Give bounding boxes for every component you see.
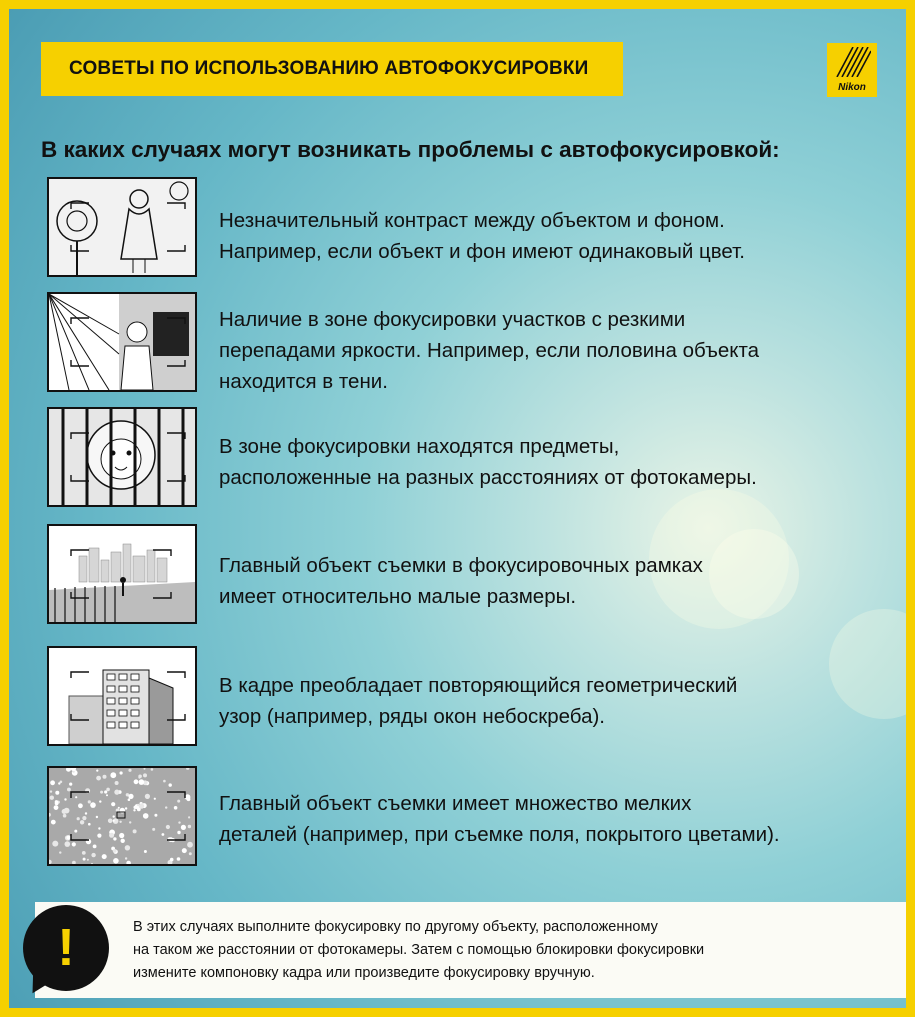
flower-dot bbox=[170, 858, 174, 862]
tip-line: В зоне фокусировки находятся предметы, bbox=[219, 435, 620, 458]
decor-glow bbox=[709, 529, 799, 619]
flower-dot bbox=[99, 800, 101, 802]
flower-dot bbox=[177, 831, 180, 834]
flower-dot bbox=[88, 800, 91, 803]
flower-dot bbox=[85, 812, 87, 814]
flower-dot bbox=[113, 837, 116, 840]
flower-dot bbox=[55, 791, 59, 795]
small-subject-icon bbox=[47, 524, 197, 624]
flower-dot bbox=[129, 821, 131, 823]
flower-dot bbox=[151, 768, 154, 771]
logo-rays-icon bbox=[833, 47, 871, 77]
flower-dot bbox=[120, 771, 123, 774]
flower-dot bbox=[91, 853, 95, 857]
flower-dot bbox=[75, 796, 77, 798]
skyscraper-pattern-icon bbox=[47, 646, 197, 746]
flower-dot bbox=[52, 841, 58, 847]
tip-line: Главный объект съемки в фокусировочных рамках bbox=[219, 554, 703, 577]
warning-line: на таком же расстоянии от фотокамеры. Затем с помощью блокировки фокусировки bbox=[133, 942, 705, 958]
flower-dot bbox=[119, 833, 124, 838]
flower-dot bbox=[82, 816, 86, 820]
flower-dot bbox=[83, 858, 86, 861]
flower-dot bbox=[65, 841, 71, 847]
tip-line: Незначительный контраст между объектом и фоном. bbox=[219, 209, 725, 232]
flower-dot bbox=[96, 816, 98, 818]
flower-dot bbox=[121, 839, 125, 843]
flower-dot bbox=[166, 825, 170, 829]
flower-dot bbox=[78, 803, 83, 808]
flower-dot bbox=[106, 794, 108, 796]
flower-dot bbox=[100, 791, 103, 794]
flower-dot bbox=[66, 835, 70, 839]
flower-dot bbox=[108, 819, 113, 824]
flower-dot bbox=[128, 798, 131, 801]
flower-dot bbox=[162, 833, 165, 836]
flower-dot bbox=[139, 779, 145, 785]
logo-brand: Nikon bbox=[838, 82, 866, 93]
flower-dot bbox=[59, 851, 61, 853]
flower-dot bbox=[90, 802, 96, 808]
flower-dot bbox=[88, 823, 91, 826]
flower-dot bbox=[111, 802, 115, 806]
tip-line: расположенные на разных расстояниях от фотокамеры. bbox=[219, 466, 757, 489]
flower-dot bbox=[165, 806, 167, 808]
flower-dot bbox=[77, 817, 80, 820]
flower-dot bbox=[154, 814, 157, 817]
tip-line: перепадами яркости. Например, если половина объекта bbox=[219, 339, 760, 362]
flower-dot bbox=[93, 845, 97, 849]
flower-dot bbox=[143, 813, 149, 819]
flower-dot bbox=[125, 845, 130, 850]
flower-dot bbox=[177, 800, 180, 803]
tip-line: Наличие в зоне фокусировки участков с резкими bbox=[219, 308, 686, 331]
warning-line: В этих случаях выполните фокусировку по другому объекту, расположенному bbox=[133, 919, 658, 935]
flower-dot bbox=[115, 781, 119, 785]
decor-glow bbox=[829, 609, 915, 719]
flower-dot bbox=[144, 850, 147, 853]
flower-dot bbox=[113, 815, 115, 817]
flower-dot bbox=[125, 807, 127, 809]
flower-dot bbox=[103, 775, 107, 779]
tip-line: узор (например, ряды окон небоскреба). bbox=[219, 705, 606, 728]
tip-text bbox=[219, 304, 759, 397]
section-heading: В каких случаях могут возникать проблемы с автофокусировкой: bbox=[41, 137, 780, 162]
flower-dot bbox=[188, 816, 190, 818]
flower-dot bbox=[51, 820, 56, 825]
flower-dot bbox=[169, 783, 172, 786]
flower-dot bbox=[187, 842, 193, 848]
flower-dot bbox=[113, 849, 117, 853]
flower-dot bbox=[50, 796, 54, 800]
tip-line: В кадре преобладает повторяющийся геометрический bbox=[219, 674, 738, 697]
nikon-logo bbox=[827, 43, 877, 97]
tip-text bbox=[219, 550, 703, 612]
flower-dot bbox=[55, 800, 58, 803]
flower-dot bbox=[104, 790, 107, 793]
flower-dot bbox=[182, 848, 187, 853]
tip-line: Главный объект съемки имеет множество мелких bbox=[219, 792, 692, 815]
flower-dot bbox=[96, 776, 101, 781]
tip-text bbox=[219, 670, 737, 732]
flower-dot bbox=[143, 773, 147, 777]
tip-line: деталей (например, при съемке поля, покрытого цветами). bbox=[219, 823, 780, 846]
banner-title: СОВЕТЫ ПО ИСПОЛЬЗОВАНИЮ АВТОФОКУСИРОВКИ bbox=[41, 42, 623, 96]
flower-dot bbox=[72, 842, 76, 846]
lion-cage-icon bbox=[47, 407, 197, 507]
low-contrast-icon bbox=[47, 177, 197, 277]
flower-dot bbox=[188, 825, 191, 828]
flower-dot bbox=[80, 820, 84, 824]
flower-dot bbox=[69, 783, 72, 786]
flower-dot bbox=[178, 821, 180, 823]
flower-dot bbox=[62, 809, 67, 814]
flower-dot bbox=[98, 827, 100, 829]
flower-dot bbox=[113, 820, 115, 822]
flower-dot bbox=[54, 805, 59, 810]
tip-text bbox=[219, 431, 757, 493]
warning-note bbox=[35, 902, 915, 998]
flower-dot bbox=[125, 857, 127, 859]
flower-dot bbox=[82, 851, 86, 855]
warning-line: измените компоновку кадра или произведите фокусировку вручную. bbox=[133, 965, 595, 981]
flower-dot bbox=[118, 807, 120, 809]
warning-badge-wrap bbox=[23, 905, 113, 1005]
exclamation-icon: ! bbox=[23, 905, 109, 991]
flower-dot bbox=[96, 770, 98, 772]
flower-dot bbox=[139, 803, 144, 808]
flower-field-icon bbox=[47, 766, 197, 866]
flower-dot bbox=[189, 852, 192, 855]
flower-dot bbox=[154, 798, 156, 800]
flower-dot bbox=[67, 788, 71, 792]
flower-dot bbox=[133, 829, 137, 833]
flower-dot bbox=[74, 830, 77, 833]
flower-dot bbox=[50, 780, 55, 785]
flower-dot bbox=[133, 809, 135, 811]
flower-dot bbox=[120, 808, 126, 814]
warning-text bbox=[133, 916, 704, 985]
brightness-contrast-icon bbox=[47, 292, 197, 392]
flower-dot bbox=[58, 782, 60, 784]
flower-dot bbox=[109, 833, 114, 838]
flower-dot bbox=[152, 828, 155, 831]
flower-dot bbox=[181, 825, 186, 830]
flower-dot bbox=[50, 790, 52, 792]
flower-dot bbox=[110, 772, 116, 778]
flower-dot bbox=[97, 834, 101, 838]
flower-dot bbox=[163, 780, 166, 783]
tip-text bbox=[219, 788, 780, 850]
flower-dot bbox=[134, 779, 139, 784]
flower-dot bbox=[114, 790, 119, 795]
flower-dot bbox=[177, 857, 181, 861]
flower-dot bbox=[128, 794, 133, 799]
flower-dot bbox=[63, 814, 67, 818]
flower-dot bbox=[119, 821, 121, 823]
flower-dot bbox=[64, 798, 66, 800]
flower-dot bbox=[138, 776, 140, 778]
tip-line: имеет относительно малые размеры. bbox=[219, 585, 577, 608]
tip-line: находится в тени. bbox=[219, 370, 388, 393]
flower-dot bbox=[102, 854, 107, 859]
flower-dot bbox=[145, 794, 150, 799]
flower-dot bbox=[128, 769, 131, 772]
flower-dot bbox=[106, 788, 110, 792]
tip-line: Например, если объект и фон имеют одинаковый цвет. bbox=[219, 240, 745, 263]
flower-dot bbox=[174, 806, 178, 810]
tip-text bbox=[219, 205, 745, 267]
flower-dot bbox=[87, 859, 89, 861]
flower-dot bbox=[113, 858, 119, 864]
